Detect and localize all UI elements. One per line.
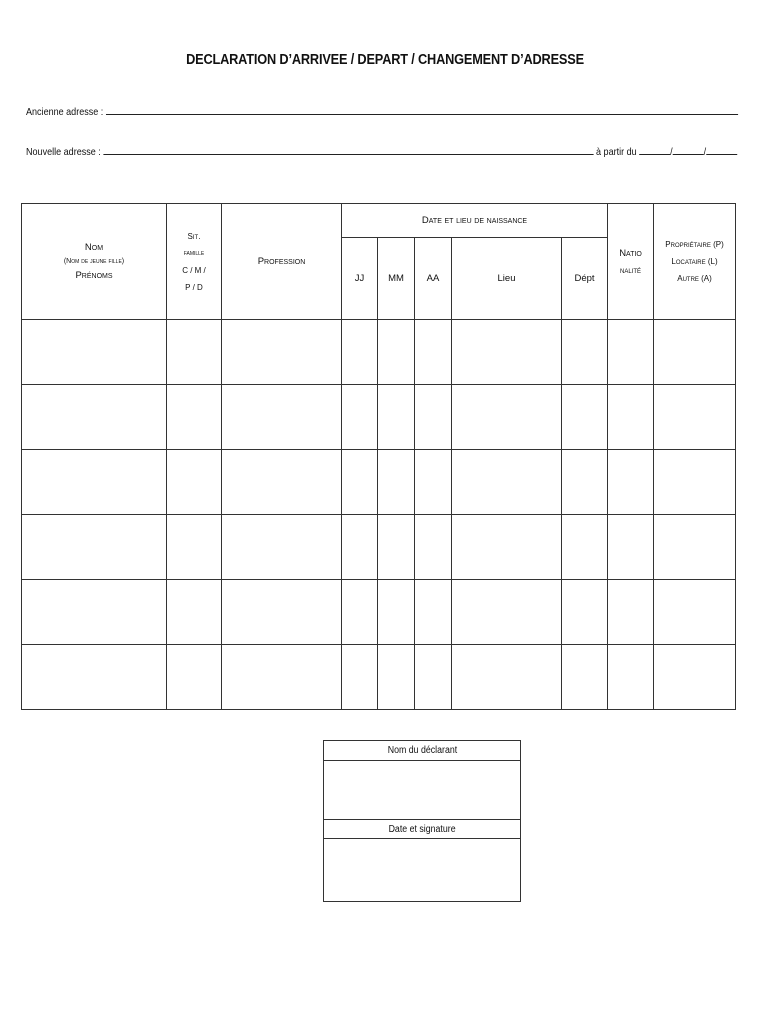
declarant-name-label: Nom du déclarant xyxy=(387,745,457,756)
cell-nom[interactable] xyxy=(22,580,167,645)
header-locataire-label: Locataire (L) xyxy=(671,257,718,266)
cell-jj[interactable] xyxy=(342,320,378,385)
cell-statut[interactable] xyxy=(654,515,736,580)
table-row xyxy=(22,320,736,385)
cell-lieu[interactable] xyxy=(452,515,562,580)
cell-mm[interactable] xyxy=(378,320,415,385)
header-sit-options-1: C / M / xyxy=(182,265,206,275)
cell-nom[interactable] xyxy=(22,645,167,710)
header-prenoms-label: Prénoms xyxy=(75,269,113,281)
cell-situation[interactable] xyxy=(167,515,222,580)
cell-aa[interactable] xyxy=(415,385,452,450)
header-famille-label: famille xyxy=(183,249,205,257)
cell-lieu[interactable] xyxy=(452,645,562,710)
header-autre-label: Autre (A) xyxy=(677,274,712,283)
cell-nom[interactable] xyxy=(22,385,167,450)
cell-aa[interactable] xyxy=(415,645,452,710)
declarant-name-field[interactable] xyxy=(324,761,520,819)
date-separator: / xyxy=(703,146,707,158)
cell-mm[interactable] xyxy=(378,385,415,450)
cell-nationalite[interactable] xyxy=(608,385,654,450)
cell-dept[interactable] xyxy=(562,450,608,515)
date-separator: / xyxy=(670,146,673,158)
cell-jj[interactable] xyxy=(342,515,378,580)
cell-dept[interactable] xyxy=(562,385,608,450)
declarant-box xyxy=(323,740,521,902)
cell-nom[interactable] xyxy=(22,515,167,580)
cell-profession[interactable] xyxy=(222,580,342,645)
new-address-field[interactable] xyxy=(103,145,593,155)
cell-mm[interactable] xyxy=(378,580,415,645)
from-year-field[interactable] xyxy=(706,145,737,155)
cell-statut[interactable] xyxy=(654,645,736,710)
header-sit-options-2: P / D xyxy=(185,282,203,292)
cell-dept[interactable] xyxy=(562,320,608,385)
cell-nom[interactable] xyxy=(22,450,167,515)
header-profession: Profession xyxy=(222,204,342,320)
new-address-label: Nouvelle adresse : xyxy=(26,146,101,158)
table-row xyxy=(22,515,736,580)
cell-jj[interactable] xyxy=(342,645,378,710)
from-day-field[interactable] xyxy=(639,145,670,155)
new-address-line xyxy=(26,145,737,158)
header-date-lieu: Date et lieu de naissance xyxy=(342,204,608,238)
cell-dept[interactable] xyxy=(562,515,608,580)
cell-situation[interactable] xyxy=(167,320,222,385)
from-date-label: à partir du xyxy=(596,146,637,158)
header-statut xyxy=(654,204,736,320)
cell-profession[interactable] xyxy=(222,515,342,580)
cell-statut[interactable] xyxy=(654,320,736,385)
header-jj: JJ xyxy=(342,238,378,320)
old-address-line xyxy=(26,105,738,118)
header-nationalite xyxy=(608,204,654,320)
date-signature-field[interactable] xyxy=(324,839,520,901)
header-mm: MM xyxy=(378,238,415,320)
cell-dept[interactable] xyxy=(562,645,608,710)
table-row xyxy=(22,580,736,645)
header-maiden-name-label: (Nom de jeune fille) xyxy=(63,257,125,265)
cell-statut[interactable] xyxy=(654,385,736,450)
declarant-name-header xyxy=(324,741,520,761)
from-month-field[interactable] xyxy=(673,145,704,155)
cell-lieu[interactable] xyxy=(452,320,562,385)
cell-jj[interactable] xyxy=(342,580,378,645)
cell-jj[interactable] xyxy=(342,450,378,515)
cell-lieu[interactable] xyxy=(452,385,562,450)
header-situation xyxy=(167,204,222,320)
header-dept: Dépt xyxy=(562,238,608,320)
table-header-row xyxy=(22,204,736,238)
header-sit-label: Sit. xyxy=(187,231,201,241)
page-title: DECLARATION D’ARRIVEE / DEPART / CHANGEMENT D’ADRESSE xyxy=(186,52,584,68)
header-proprietaire-label: Propriétaire (P) xyxy=(665,240,724,249)
cell-profession[interactable] xyxy=(222,450,342,515)
cell-aa[interactable] xyxy=(415,515,452,580)
cell-profession[interactable] xyxy=(222,645,342,710)
cell-mm[interactable] xyxy=(378,515,415,580)
date-signature-label: Date et signature xyxy=(388,824,456,835)
table-row xyxy=(22,450,736,515)
cell-lieu[interactable] xyxy=(452,580,562,645)
header-nom xyxy=(22,204,167,320)
old-address-label: Ancienne adresse : xyxy=(26,106,104,118)
cell-lieu[interactable] xyxy=(452,450,562,515)
cell-dept[interactable] xyxy=(562,580,608,645)
date-signature-header xyxy=(324,819,520,839)
cell-jj[interactable] xyxy=(342,385,378,450)
cell-profession[interactable] xyxy=(222,385,342,450)
cell-situation[interactable] xyxy=(167,385,222,450)
header-aa: AA xyxy=(415,238,452,320)
cell-statut[interactable] xyxy=(654,580,736,645)
household-table xyxy=(21,203,736,710)
cell-nationalite[interactable] xyxy=(608,320,654,385)
table-row xyxy=(22,385,736,450)
table-row xyxy=(22,645,736,710)
cell-profession[interactable] xyxy=(222,320,342,385)
cell-nationalite[interactable] xyxy=(608,450,654,515)
cell-aa[interactable] xyxy=(415,450,452,515)
old-address-field[interactable] xyxy=(106,105,738,115)
cell-situation[interactable] xyxy=(167,645,222,710)
cell-aa[interactable] xyxy=(415,320,452,385)
cell-nationalite[interactable] xyxy=(608,515,654,580)
header-lieu: Lieu xyxy=(452,238,562,320)
cell-situation[interactable] xyxy=(167,450,222,515)
cell-situation[interactable] xyxy=(167,580,222,645)
cell-mm[interactable] xyxy=(378,645,415,710)
header-nalite-label: nalité xyxy=(620,265,642,275)
cell-nom[interactable] xyxy=(22,320,167,385)
cell-statut[interactable] xyxy=(654,450,736,515)
header-natio-label: Natio xyxy=(619,247,642,259)
cell-nationalite[interactable] xyxy=(608,645,654,710)
cell-aa[interactable] xyxy=(415,580,452,645)
header-nom-label: Nom xyxy=(84,241,104,253)
cell-mm[interactable] xyxy=(378,450,415,515)
cell-nationalite[interactable] xyxy=(608,580,654,645)
